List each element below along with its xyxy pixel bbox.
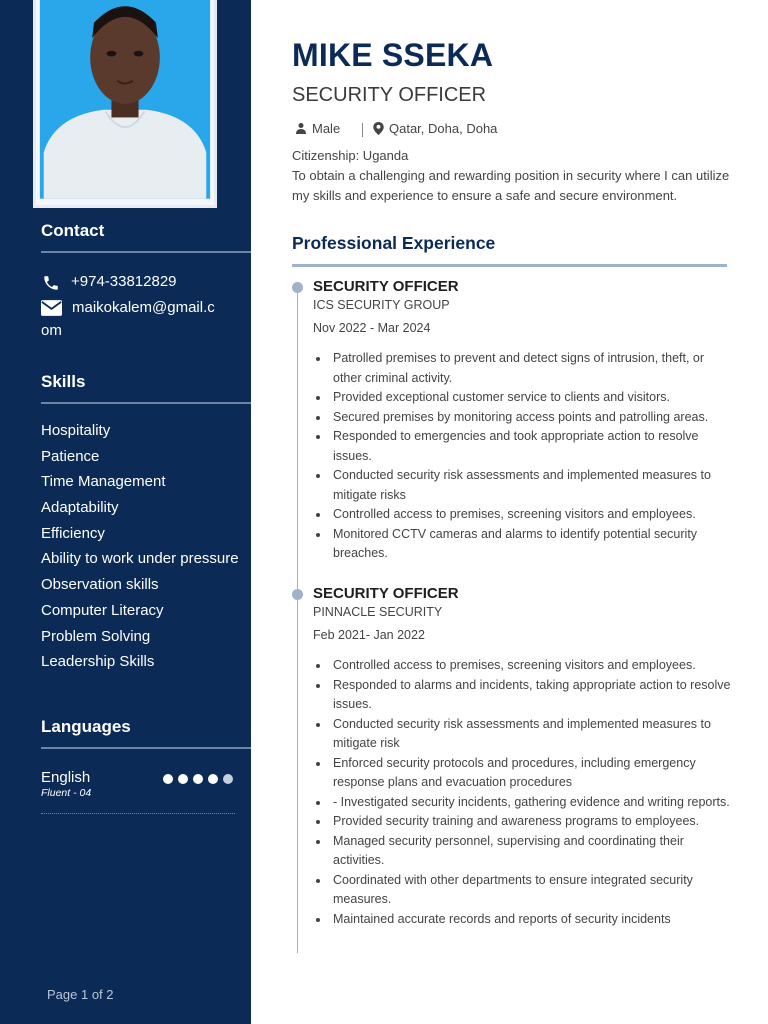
job-title: SECURITY OFFICER: [313, 278, 459, 295]
experience-heading: Professional Experience: [292, 233, 496, 253]
job-title: SECURITY OFFICER: [313, 585, 459, 602]
job-duties-list: [313, 349, 733, 564]
candidate-name: MIKE SSEKA: [292, 37, 494, 73]
skill-item: Time Management: [41, 473, 166, 491]
profile-photo: [33, 0, 217, 208]
languages-heading: Languages: [41, 717, 131, 736]
skill-item: Problem Solving: [41, 627, 151, 645]
skill-item: Efficiency: [41, 524, 105, 542]
phone-icon: [41, 274, 63, 292]
list-item: Provided security training and awareness programs to employees.: [313, 812, 733, 832]
email-address-line1[interactable]: maikokalem@gmail.c: [72, 299, 215, 316]
list-item: Monitored CCTV cameras and alarms to identify potential security breaches.: [313, 525, 733, 564]
skills-list: [41, 422, 241, 679]
list-item: Enforced security protocols and procedures, including emergency response plans and evacuation procedures: [313, 754, 733, 793]
list-item: Controlled access to premises, screening visitors and employees.: [313, 505, 733, 525]
location-text: Qatar, Doha, Doha: [389, 121, 498, 136]
job-company: ICS SECURITY GROUP: [313, 298, 450, 312]
meta-separator: [362, 123, 363, 137]
profile-photo-image: [36, 0, 214, 205]
job-dates: Feb 2021- Jan 2022: [313, 628, 425, 642]
location-pin-icon: [373, 122, 384, 138]
list-item: Coordinated with other departments to ensure integrated security measures.: [313, 871, 733, 910]
languages-divider: [41, 747, 251, 749]
list-item: Responded to alarms and incidents, taking appropriate action to resolve issues.: [313, 676, 733, 715]
language-level: Fluent - 04: [41, 787, 92, 799]
rating-dot-filled: [178, 774, 188, 784]
user-icon: [295, 122, 307, 137]
list-item: Patrolled premises to prevent and detect signs of intrusion, theft, or other criminal activity.: [313, 349, 733, 388]
candidate-title: SECURITY OFFICER: [292, 84, 487, 106]
list-item: Responded to emergencies and took appropriate action to resolve issues.: [313, 427, 733, 466]
phone-number[interactable]: +974-33812829: [71, 273, 177, 290]
language-name: English: [41, 769, 91, 786]
job-dates: Nov 2022 - Mar 2024: [313, 321, 431, 335]
skill-item: Adaptability: [41, 499, 119, 517]
language-rating: [163, 774, 233, 785]
citizenship: Citizenship: Uganda: [292, 148, 409, 163]
skill-item: Patience: [41, 447, 100, 465]
skill-item: Leadership Skills: [41, 653, 155, 671]
timeline-line: [297, 288, 298, 953]
list-item: Controlled access to premises, screening visitors and employees.: [313, 656, 733, 676]
skills-divider: [41, 402, 251, 404]
list-item: Maintained accurate records and reports of security incidents: [313, 910, 733, 930]
skill-item: Hospitality: [41, 422, 111, 439]
gender-text: Male: [312, 121, 341, 136]
page-number: Page 1 of 2: [47, 987, 114, 1002]
skill-item: Ability to work under pressure: [41, 550, 239, 568]
list-item: - Investigated security incidents, gathering evidence and writing reports.: [313, 793, 733, 813]
contact-divider: [41, 251, 251, 253]
list-item: Secured premises by monitoring access points and patrolling areas.: [313, 408, 733, 428]
sidebar: [0, 0, 251, 1024]
list-item: Conducted security risk assessments and implemented measures to mitigate risk: [313, 715, 733, 754]
list-item: Conducted security risk assessments and implemented measures to mitigate risks: [313, 466, 733, 505]
job-duties-list: [313, 656, 733, 929]
list-item: Managed security personnel, supervising and coordinating their activities.: [313, 832, 733, 871]
language-divider: [41, 813, 235, 814]
contact-heading: Contact: [41, 221, 105, 240]
rating-dot-filled: [193, 774, 203, 784]
timeline-node: [292, 589, 303, 600]
experience-divider: [292, 264, 727, 267]
skills-heading: Skills: [41, 372, 86, 391]
list-item: Provided exceptional customer service to clients and visitors.: [313, 388, 733, 408]
rating-dot-filled: [163, 774, 173, 784]
timeline-node: [292, 282, 303, 293]
email-address-line2[interactable]: om: [41, 322, 62, 339]
mail-icon: [41, 300, 63, 318]
career-objective: To obtain a challenging and rewarding position in security where I can utilize my skills and experience to ensure a safe and secure environment.: [292, 168, 730, 203]
job-company: PINNACLE SECURITY: [313, 605, 443, 619]
rating-dot-filled: [208, 774, 218, 784]
rating-dot-empty: [223, 774, 233, 784]
skill-item: Computer Literacy: [41, 601, 164, 619]
skill-item: Observation skills: [41, 576, 159, 594]
